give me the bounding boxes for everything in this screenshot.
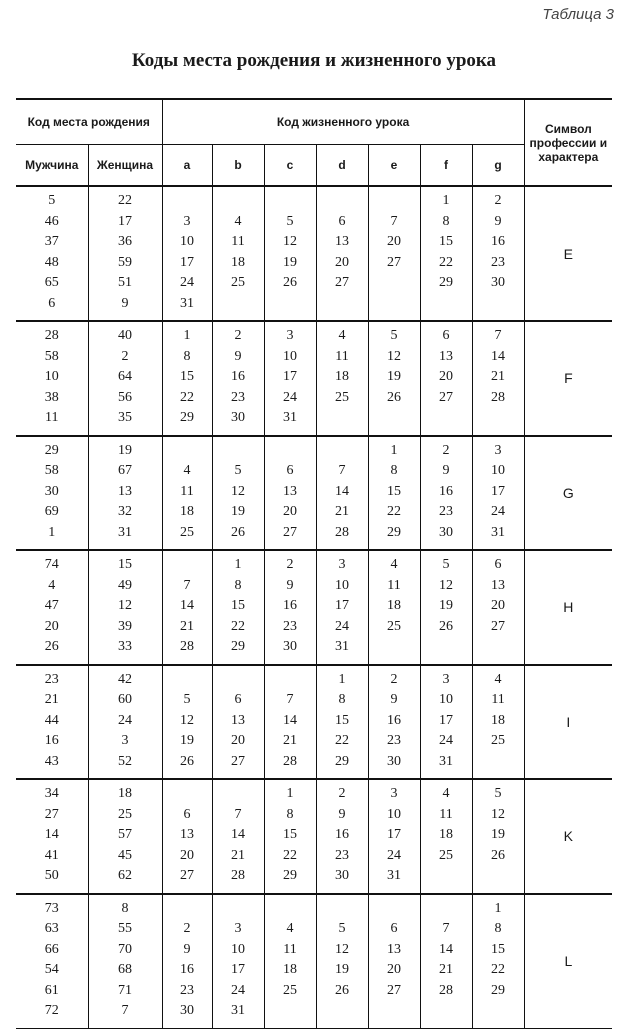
lesson-codes-b: 5 12 19 26 bbox=[212, 436, 264, 551]
female-codes: 42 60 24 3 52 bbox=[88, 665, 162, 780]
lesson-codes-e: 2 9 16 23 30 bbox=[368, 665, 420, 780]
table-row bbox=[16, 186, 612, 321]
female-codes: 15 49 12 39 33 bbox=[88, 550, 162, 665]
lesson-codes-e: 3 10 17 24 31 bbox=[368, 779, 420, 894]
code-group bbox=[16, 550, 612, 665]
table-caption: Таблица 3 bbox=[542, 6, 614, 23]
lesson-codes-d: 7 14 21 28 bbox=[316, 436, 368, 551]
lesson-codes-e: 7 20 27 bbox=[368, 186, 420, 321]
lesson-codes-f: 4 11 18 25 bbox=[420, 779, 472, 894]
female-codes: 22 17 36 59 51 9 bbox=[88, 186, 162, 321]
lesson-codes-a: 3 10 17 24 31 bbox=[162, 186, 212, 321]
lesson-codes-e: 5 12 19 26 bbox=[368, 321, 420, 436]
female-codes: 18 25 57 45 62 bbox=[88, 779, 162, 894]
lesson-codes-a: 1 8 15 22 29 bbox=[162, 321, 212, 436]
lesson-codes-g: 2 9 16 23 30 bbox=[472, 186, 524, 321]
lesson-codes-g: 6 13 20 27 bbox=[472, 550, 524, 665]
symbol-cell: E bbox=[524, 186, 612, 321]
lesson-codes-a: 4 11 18 25 bbox=[162, 436, 212, 551]
lesson-codes-d: 5 12 19 26 bbox=[316, 894, 368, 1029]
lesson-codes-f: 6 13 20 27 bbox=[420, 321, 472, 436]
table-row bbox=[16, 550, 612, 665]
lesson-codes-g: 7 14 21 28 bbox=[472, 321, 524, 436]
letter-header: d bbox=[316, 145, 368, 187]
page-title: Коды места рождения и жизненного урока bbox=[131, 50, 497, 71]
lesson-codes-a: 7 14 21 28 bbox=[162, 550, 212, 665]
birthplace-header: Код места рождения bbox=[16, 99, 162, 145]
male-codes: 29 58 30 69 1 bbox=[16, 436, 88, 551]
male-codes: 23 21 44 16 43 bbox=[16, 665, 88, 780]
female-codes: 19 67 13 32 31 bbox=[88, 436, 162, 551]
lesson-codes-d: 4 11 18 25 bbox=[316, 321, 368, 436]
letter-header: e bbox=[368, 145, 420, 187]
lesson-codes-c: 4 11 18 25 bbox=[264, 894, 316, 1029]
table-row bbox=[16, 436, 612, 551]
female-header: Женщина bbox=[88, 145, 162, 187]
letter-header: f bbox=[420, 145, 472, 187]
letter-header: a bbox=[162, 145, 212, 187]
lesson-codes-d: 2 9 16 23 30 bbox=[316, 779, 368, 894]
code-group bbox=[16, 665, 612, 780]
lesson-codes-c: 6 13 20 27 bbox=[264, 436, 316, 551]
lesson-codes-c: 7 14 21 28 bbox=[264, 665, 316, 780]
male-header: Мужчина bbox=[16, 145, 88, 187]
letter-header: b bbox=[212, 145, 264, 187]
lesson-codes-b: 1 8 15 22 29 bbox=[212, 550, 264, 665]
lesson-codes-e: 1 8 15 22 29 bbox=[368, 436, 420, 551]
lesson-codes-e: 6 13 20 27 bbox=[368, 894, 420, 1029]
lesson-codes-b: 7 14 21 28 bbox=[212, 779, 264, 894]
lesson-codes-c: 2 9 16 23 30 bbox=[264, 550, 316, 665]
lesson-codes-f: 2 9 16 23 30 bbox=[420, 436, 472, 551]
lesson-codes-a: 2 9 16 23 30 bbox=[162, 894, 212, 1029]
symbol-cell: L bbox=[524, 894, 612, 1029]
lesson-codes-b: 6 13 20 27 bbox=[212, 665, 264, 780]
letter-header: g bbox=[472, 145, 524, 187]
lesson-codes-g: 4 11 18 25 bbox=[472, 665, 524, 780]
lesson-codes-f: 1 8 15 22 29 bbox=[420, 186, 472, 321]
lesson-codes-f: 7 14 21 28 bbox=[420, 894, 472, 1029]
code-group bbox=[16, 779, 612, 894]
code-group bbox=[16, 436, 612, 551]
table-row bbox=[16, 779, 612, 894]
male-codes: 73 63 66 54 61 72 bbox=[16, 894, 88, 1029]
table-row bbox=[16, 894, 612, 1029]
lesson-codes-b: 3 10 17 24 31 bbox=[212, 894, 264, 1029]
table-row bbox=[16, 321, 612, 436]
lesson-header: Код жизненного урока bbox=[162, 99, 524, 145]
male-codes: 28 58 10 38 11 bbox=[16, 321, 88, 436]
lesson-codes-a: 5 12 19 26 bbox=[162, 665, 212, 780]
lesson-codes-g: 1 8 15 22 29 bbox=[472, 894, 524, 1029]
lesson-codes-d: 6 13 20 27 bbox=[316, 186, 368, 321]
lesson-codes-f: 5 12 19 26 bbox=[420, 550, 472, 665]
male-codes: 34 27 14 41 50 bbox=[16, 779, 88, 894]
symbol-cell: I bbox=[524, 665, 612, 780]
lesson-codes-g: 5 12 19 26 bbox=[472, 779, 524, 894]
symbol-cell: F bbox=[524, 321, 612, 436]
codes-table bbox=[16, 98, 612, 1029]
symbol-cell: K bbox=[524, 779, 612, 894]
male-codes: 74 4 47 20 26 bbox=[16, 550, 88, 665]
lesson-codes-b: 2 9 16 23 30 bbox=[212, 321, 264, 436]
letter-header: c bbox=[264, 145, 316, 187]
symbol-cell: G bbox=[524, 436, 612, 551]
lesson-codes-f: 3 10 17 24 31 bbox=[420, 665, 472, 780]
male-codes: 5 46 37 48 65 6 bbox=[16, 186, 88, 321]
code-group bbox=[16, 186, 612, 321]
symbol-cell: H bbox=[524, 550, 612, 665]
female-codes: 40 2 64 56 35 bbox=[88, 321, 162, 436]
lesson-codes-e: 4 11 18 25 bbox=[368, 550, 420, 665]
symbol-header: Символ профессии и характера bbox=[524, 99, 612, 186]
lesson-codes-c: 5 12 19 26 bbox=[264, 186, 316, 321]
table-row bbox=[16, 665, 612, 780]
lesson-codes-c: 3 10 17 24 31 bbox=[264, 321, 316, 436]
lesson-codes-d: 1 8 15 22 29 bbox=[316, 665, 368, 780]
code-group bbox=[16, 894, 612, 1029]
code-group bbox=[16, 321, 612, 436]
lesson-codes-a: 6 13 20 27 bbox=[162, 779, 212, 894]
lesson-codes-b: 4 11 18 25 bbox=[212, 186, 264, 321]
lesson-codes-d: 3 10 17 24 31 bbox=[316, 550, 368, 665]
lesson-codes-c: 1 8 15 22 29 bbox=[264, 779, 316, 894]
lesson-codes-g: 3 10 17 24 31 bbox=[472, 436, 524, 551]
female-codes: 8 55 70 68 71 7 bbox=[88, 894, 162, 1029]
